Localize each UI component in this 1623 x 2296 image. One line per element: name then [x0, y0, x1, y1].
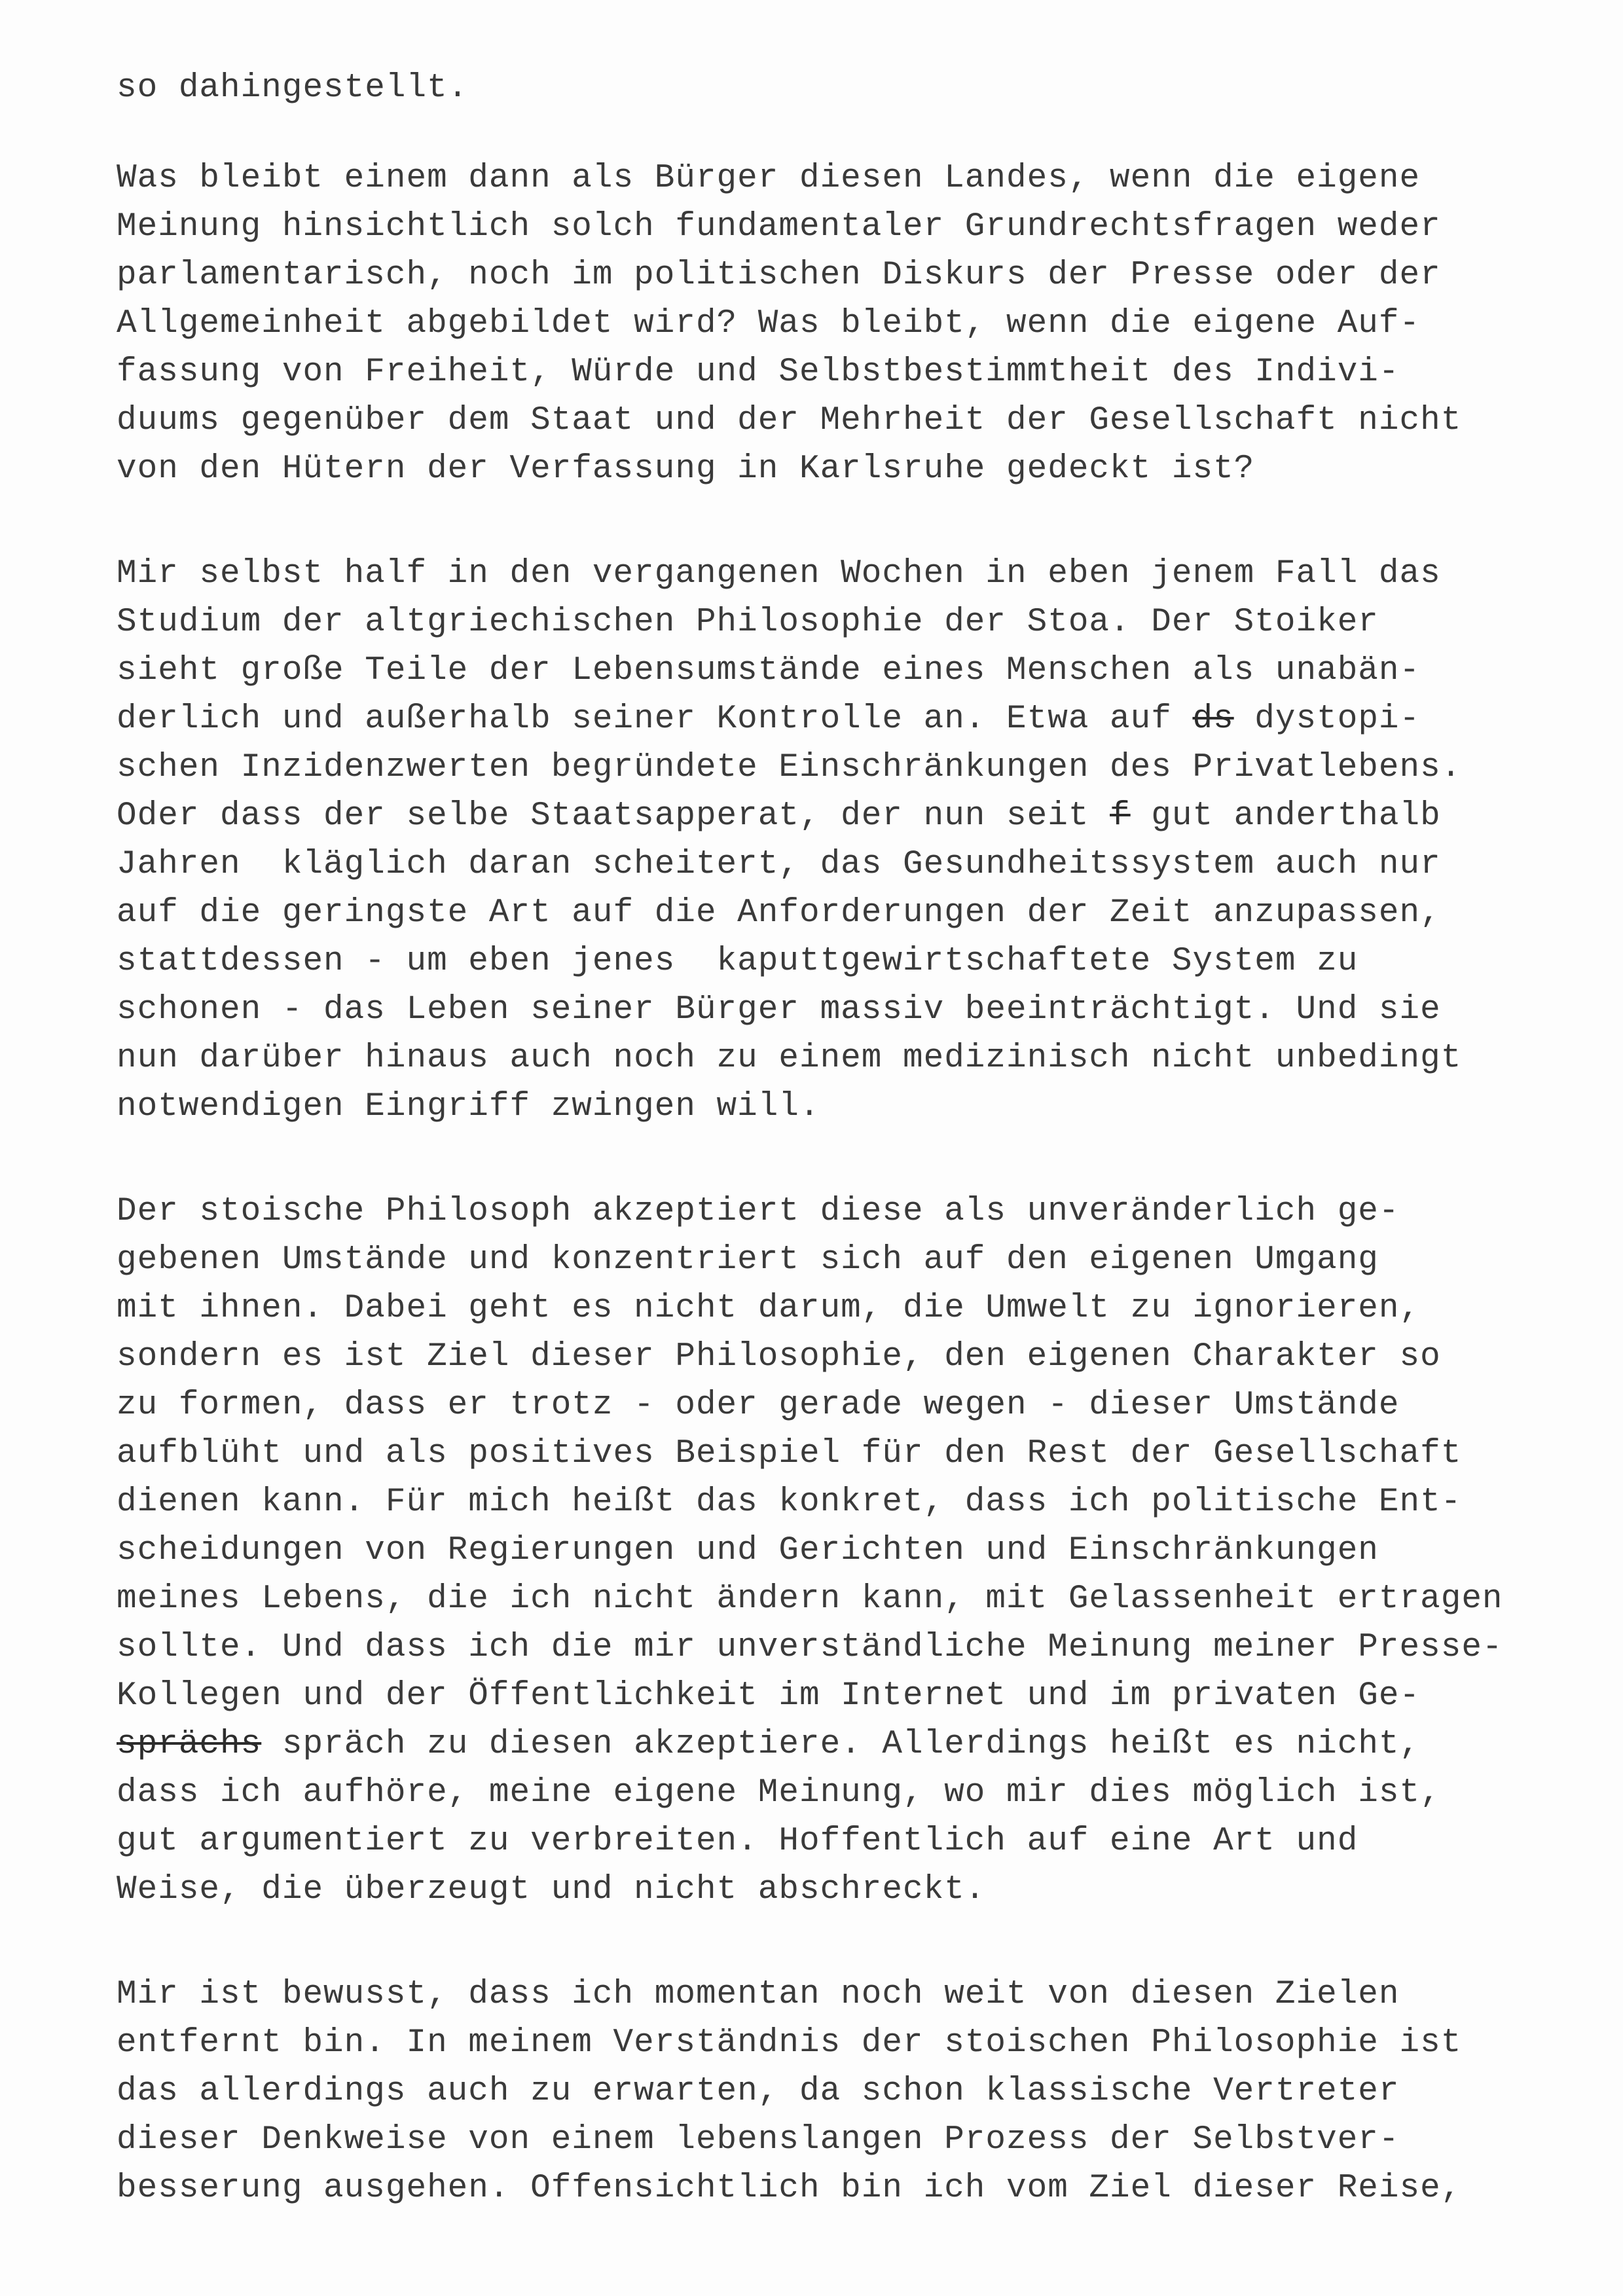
text-line: fassung von Freiheit, Würde und Selbstbestimmtheit des Indivi- [117, 354, 1400, 391]
text-line: zu formen, dass er trotz - oder gerade wegen - dieser Umstände [117, 1387, 1400, 1424]
text-line: so dahingestellt. [117, 69, 469, 107]
text-line: notwendigen Eingriff zwingen will. [117, 1088, 820, 1125]
paragraph-5 [117, 1971, 1504, 2213]
text-line: duums gegenüber dem Staat und der Mehrheit der Gesellschaft nicht [117, 402, 1462, 439]
text-line-with-correction [117, 1721, 1504, 1769]
text-line: stattdessen - um eben jenes kaputtgewirtschaftete System zu [117, 943, 1359, 980]
text-line: Weise, die überzeugt und nicht abschreckt. [117, 1871, 986, 1908]
text-segment: spräch zu diesen akzeptiere. Allerdings heißt es nicht, [261, 1726, 1421, 1763]
text-line: schen Inzidenzwerten begründete Einschränkungen des Privatlebens. [117, 749, 1462, 786]
paragraph-1 [117, 64, 1504, 113]
text-segment: Oder dass der selbe Staatsapperat, der nun seit [117, 797, 1089, 835]
text-line: Allgemeinheit abgebildet wird? Was bleibt, wenn die eigene Auf- [117, 305, 1421, 342]
text-line: Jahren kläglich daran scheitert, das Gesundheitssystem auch nur [117, 846, 1441, 883]
struck-out-text: sprächs [117, 1726, 262, 1763]
text-line: Studium der altgriechischen Philosophie der Stoa. Der Stoiker [117, 604, 1379, 641]
text-line: dieser Denkweise von einem lebenslangen Prozess der Selbstver- [117, 2121, 1400, 2159]
text-line: sollte. Und dass ich die mir unverständliche Meinung meiner Presse- [117, 1629, 1503, 1666]
text-segment: derlich und außerhalb seiner Kontrolle an. Etwa auf [117, 701, 1172, 738]
text-line: sondern es ist Ziel dieser Philosophie, den eigenen Charakter so [117, 1338, 1441, 1376]
text-line: Mir ist bewusst, dass ich momentan noch weit von diesen Zielen [117, 1976, 1400, 2013]
text-line: gebenen Umstände und konzentriert sich auf den eigenen Umgang [117, 1241, 1379, 1279]
text-line: Meinung hinsichtlich solch fundamentaler Grundrechtsfragen weder [117, 208, 1441, 246]
text-line: dienen kann. Für mich heißt das konkret, dass ich politische Ent- [117, 1484, 1462, 1521]
text-line: entfernt bin. In meinem Verständnis der stoischen Philosophie ist [117, 2024, 1462, 2062]
text-line-with-correction [117, 792, 1504, 841]
text-line: gut argumentiert zu verbreiten. Hoffentlich auf eine Art und [117, 1823, 1359, 1860]
text-line: mit ihnen. Dabei geht es nicht darum, die Umwelt zu ignorieren, [117, 1290, 1421, 1327]
text-line: Kollegen und der Öffentlichkeit im Internet und im privaten Ge- [117, 1677, 1421, 1715]
text-line-with-correction [117, 695, 1504, 744]
text-line: besserung ausgehen. Offensichtlich bin ich vom Ziel dieser Reise, [117, 2170, 1462, 2207]
text-line: das allerdings auch zu erwarten, da schon klassische Vertreter [117, 2073, 1400, 2110]
text-line: Was bleibt einem dann als Bürger diesen Landes, wenn die eigene [117, 160, 1421, 197]
struck-out-text: ds [1192, 701, 1234, 738]
text-line: aufblüht und als positives Beispiel für den Rest der Gesellschaft [117, 1435, 1462, 1472]
text-line: dass ich aufhöre, meine eigene Meinung, wo mir dies möglich ist, [117, 1774, 1441, 1812]
struck-out-text: f [1110, 797, 1131, 835]
paragraph-3 [117, 550, 1504, 1131]
text-line: meines Lebens, die ich nicht ändern kann, mit Gelassenheit ertragen [117, 1580, 1503, 1618]
text-line: nun darüber hinaus auch noch zu einem medizinisch nicht unbedingt [117, 1040, 1462, 1077]
text-line: parlamentarisch, noch im politischen Diskurs der Presse oder der [117, 257, 1441, 294]
text-line: Der stoische Philosoph akzeptiert diese als unveränderlich ge- [117, 1193, 1400, 1230]
text-line: auf die geringste Art auf die Anforderungen der Zeit anzupassen, [117, 894, 1441, 932]
paragraph-2 [117, 155, 1504, 494]
text-line: schonen - das Leben seiner Bürger massiv beeinträchtigt. Und sie [117, 991, 1441, 1029]
text-line: sieht große Teile der Lebensumstände eines Menschen als unabän- [117, 652, 1421, 689]
text-segment: dystopi- [1233, 701, 1421, 738]
text-line: von den Hütern der Verfassung in Karlsruhe gedeckt ist? [117, 450, 1255, 488]
paragraph-4 [117, 1188, 1504, 1914]
text-line: scheidungen von Regierungen und Gerichten und Einschränkungen [117, 1532, 1379, 1569]
text-segment: gut anderthalb [1130, 797, 1441, 835]
text-line: Mir selbst half in den vergangenen Wochen in eben jenem Fall das [117, 555, 1441, 592]
